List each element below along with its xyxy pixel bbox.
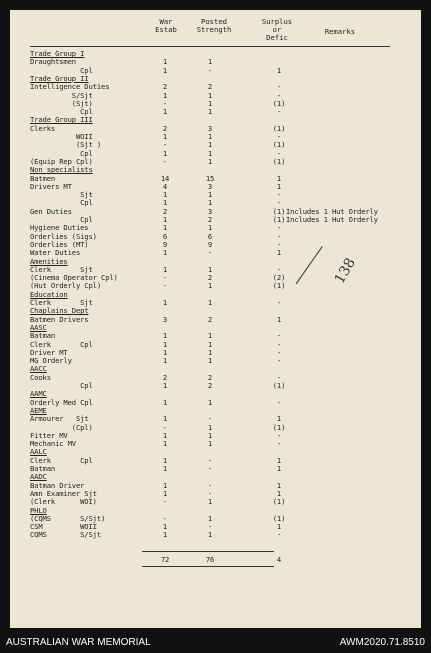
cell-surplus: -: [276, 298, 282, 307]
row-label: Batman: [30, 331, 56, 341]
cell-surplus: -: [276, 223, 282, 233]
cell-war-estab: -: [162, 273, 168, 283]
cell-surplus: (1): [272, 513, 286, 523]
cell-posted-strength: 2: [207, 82, 213, 92]
cell-posted-strength: 3: [207, 123, 213, 133]
cell-posted-strength: 1: [207, 264, 213, 274]
section-heading: Trade Group III: [30, 115, 93, 125]
section-heading: AEME: [30, 405, 47, 415]
cell-surplus: 1: [276, 65, 282, 75]
row-label: Cpl: [30, 148, 93, 158]
cell-war-estab: 2: [162, 123, 168, 133]
cell-war-estab: 1: [162, 397, 168, 407]
document-page: [10, 10, 421, 628]
cell-war-estab: -: [162, 422, 168, 432]
totals-top-rule: [142, 551, 274, 552]
row-label: Batmen Drivers: [30, 314, 89, 324]
cell-war-estab: 1: [162, 430, 168, 440]
cell-posted-strength: 1: [207, 107, 213, 117]
cell-war-estab: 1: [162, 455, 168, 465]
cell-posted-strength: 1: [207, 223, 213, 233]
cell-surplus: -: [276, 239, 282, 249]
row-label: Intelligence Duties: [30, 82, 110, 92]
header-remarks: Remarks: [324, 27, 356, 36]
cell-surplus: -: [276, 331, 282, 341]
cell-war-estab: -: [162, 156, 168, 166]
row-label: WOII: [30, 132, 93, 141]
row-label: (Clerk WOI): [30, 497, 97, 507]
header-posted-strength: Posted Strength: [196, 17, 232, 34]
cell-posted-strength: 1: [207, 530, 213, 540]
section-heading: Education: [30, 289, 68, 299]
cell-remarks: Includes 1 Hut Orderly: [286, 215, 378, 224]
cell-war-estab: 1: [162, 57, 168, 67]
cell-posted-strength: 1: [207, 356, 213, 366]
row-label: Drivers MT: [30, 181, 72, 191]
cell-surplus: -: [276, 190, 282, 200]
row-label: Fitter MV: [30, 430, 68, 440]
row-label: Cpl: [30, 65, 93, 75]
cell-posted-strength: 1: [207, 339, 213, 349]
total-war-estab: 72: [160, 555, 170, 564]
row-label: Amn Examiner Sjt: [30, 488, 97, 498]
cell-posted-strength: 3: [207, 181, 213, 191]
cell-posted-strength: -: [207, 455, 213, 465]
cell-war-estab: 1: [162, 339, 168, 349]
row-label: Clerk Cpl: [30, 455, 93, 465]
section-heading: AASC: [30, 322, 47, 332]
cell-surplus: -: [276, 132, 282, 141]
cell-surplus: -: [276, 107, 282, 117]
cell-war-estab: 1: [162, 356, 168, 366]
row-label: CSM WOII: [30, 522, 97, 532]
row-label: Cpl: [30, 198, 93, 208]
cell-surplus: (1): [272, 381, 286, 390]
row-label: (Equip Rep Cpl): [30, 156, 93, 166]
row-label: Hygiene Duties: [30, 223, 89, 233]
cell-surplus: -: [276, 530, 282, 540]
cell-posted-strength: -: [207, 480, 213, 490]
cell-posted-strength: 3: [207, 206, 213, 216]
cell-posted-strength: 1: [207, 148, 213, 158]
cell-posted-strength: 1: [207, 298, 213, 307]
section-heading: Amenities: [30, 256, 68, 266]
cell-surplus: 1: [276, 181, 282, 191]
handwritten-slash: [296, 246, 323, 284]
cell-posted-strength: 1: [207, 198, 213, 208]
footer-right: AWM2020.71.8510: [339, 637, 425, 648]
total-surplus: 4: [276, 555, 282, 564]
cell-war-estab: 3: [162, 314, 168, 324]
cell-surplus: 1: [276, 248, 282, 258]
cell-surplus: -: [276, 264, 282, 274]
row-label: Draughtsmen: [30, 57, 76, 67]
cell-war-estab: -: [162, 98, 168, 108]
cell-posted-strength: -: [207, 65, 213, 75]
totals-bottom-rule: [142, 566, 274, 567]
cell-surplus: 1: [276, 480, 282, 490]
row-label: Cpl: [30, 381, 93, 390]
cell-war-estab: 4: [162, 181, 168, 191]
section-heading: PHLO: [30, 505, 47, 515]
cell-war-estab: 1: [162, 148, 168, 158]
cell-posted-strength: 1: [207, 430, 213, 440]
row-label: (Cpl): [30, 422, 93, 432]
row-label: Clerks: [30, 123, 56, 133]
cell-posted-strength: 1: [207, 439, 213, 449]
cell-war-estab: 9: [162, 239, 168, 249]
cell-war-estab: 14: [160, 173, 170, 183]
cell-posted-strength: 1: [207, 281, 213, 291]
cell-war-estab: 1: [162, 439, 168, 449]
row-label: Cpl: [30, 215, 93, 224]
row-label: Orderlies (Sigs): [30, 231, 97, 241]
cell-surplus: 1: [276, 173, 282, 183]
cell-surplus: -: [276, 231, 282, 241]
row-label: (Sjt ): [30, 140, 102, 150]
cell-posted-strength: -: [207, 464, 213, 473]
row-label: Orderly Med Cpl: [30, 397, 93, 407]
cell-posted-strength: 1: [207, 140, 213, 150]
cell-war-estab: 6: [162, 231, 168, 241]
row-label: CQMS S/Sjt: [30, 530, 102, 540]
handwritten-annotation: 138: [331, 255, 359, 287]
row-label: Batman: [30, 464, 56, 473]
cell-war-estab: 2: [162, 206, 168, 216]
cell-surplus: -: [276, 90, 282, 100]
cell-surplus: (1): [272, 215, 286, 224]
cell-surplus: 1: [276, 455, 282, 465]
cell-posted-strength: 1: [207, 57, 213, 67]
row-label: Armourer Sjt: [30, 414, 89, 424]
total-posted-strength: 76: [205, 555, 215, 564]
header-rule: [30, 46, 390, 47]
cell-surplus: -: [276, 430, 282, 440]
cell-surplus: (1): [272, 140, 286, 150]
row-label: Driver MT: [30, 347, 68, 357]
section-heading: AADC: [30, 472, 47, 482]
cell-posted-strength: -: [207, 488, 213, 498]
row-label: (Sjt): [30, 98, 93, 108]
cell-war-estab: 1: [162, 298, 168, 307]
cell-war-estab: 1: [162, 198, 168, 208]
cell-surplus: (1): [272, 497, 286, 507]
cell-war-estab: -: [162, 140, 168, 150]
cell-posted-strength: 1: [207, 347, 213, 357]
cell-surplus: (1): [272, 156, 286, 166]
section-heading: Trade Group II: [30, 73, 89, 83]
section-heading: Non specialists: [30, 165, 93, 175]
cell-surplus: (1): [272, 206, 286, 216]
cell-war-estab: 1: [162, 480, 168, 490]
footer-left: AUSTRALIAN WAR MEMORIAL: [6, 637, 151, 648]
header-war-estab: War Estab: [155, 17, 177, 34]
section-heading: Chaplains Dept: [30, 306, 89, 316]
cell-posted-strength: 2: [207, 372, 213, 382]
section-heading: AAMC: [30, 389, 47, 399]
cell-war-estab: 1: [162, 381, 168, 390]
cell-surplus: -: [276, 439, 282, 449]
cell-surplus: 1: [276, 414, 282, 424]
cell-posted-strength: 9: [207, 239, 213, 249]
cell-war-estab: 1: [162, 215, 168, 224]
cell-posted-strength: 1: [207, 90, 213, 100]
cell-war-estab: 1: [162, 190, 168, 200]
cell-war-estab: 1: [162, 347, 168, 357]
cell-war-estab: 1: [162, 264, 168, 274]
cell-posted-strength: 6: [207, 231, 213, 241]
cell-war-estab: 2: [162, 372, 168, 382]
cell-posted-strength: -: [207, 414, 213, 424]
cell-surplus: 1: [276, 488, 282, 498]
cell-posted-strength: 1: [207, 132, 213, 141]
cell-surplus: -: [276, 148, 282, 158]
row-label: S/Sjt: [30, 90, 93, 100]
cell-war-estab: 1: [162, 530, 168, 540]
footer-bar: [0, 630, 431, 653]
cell-posted-strength: 1: [207, 190, 213, 200]
cell-war-estab: 1: [162, 132, 168, 141]
cell-war-estab: 1: [162, 488, 168, 498]
cell-surplus: (1): [272, 123, 286, 133]
cell-posted-strength: 1: [207, 513, 213, 523]
cell-war-estab: -: [162, 497, 168, 507]
section-heading: Trade Group I: [30, 49, 85, 58]
cell-war-estab: -: [162, 513, 168, 523]
row-label: Mechanic MV: [30, 439, 76, 449]
row-label: Clerk Cpl: [30, 339, 93, 349]
row-label: Batman Driver: [30, 480, 85, 490]
cell-surplus: (2): [272, 273, 286, 283]
row-label: Cpl: [30, 107, 93, 117]
cell-posted-strength: 1: [207, 331, 213, 341]
cell-posted-strength: -: [207, 522, 213, 532]
cell-posted-strength: 15: [205, 173, 215, 183]
cell-surplus: -: [276, 372, 282, 382]
cell-remarks: Includes 1 Hut Orderly: [286, 206, 378, 216]
row-label: (Hut Orderly Cpl): [30, 281, 102, 291]
cell-war-estab: -: [162, 281, 168, 291]
cell-posted-strength: 1: [207, 156, 213, 166]
cell-posted-strength: 1: [207, 497, 213, 507]
cell-surplus: -: [276, 347, 282, 357]
cell-surplus: 1: [276, 522, 282, 532]
cell-surplus: (1): [272, 422, 286, 432]
cell-surplus: -: [276, 356, 282, 366]
cell-war-estab: 1: [162, 248, 168, 258]
row-label: MG Orderly: [30, 356, 72, 366]
cell-surplus: -: [276, 82, 282, 92]
cell-war-estab: 1: [162, 65, 168, 75]
cell-surplus: (1): [272, 98, 286, 108]
row-label: Cooks: [30, 372, 51, 382]
cell-surplus: 1: [276, 314, 282, 324]
cell-posted-strength: -: [207, 248, 213, 258]
row-label: Clerk Sjt: [30, 264, 93, 274]
header-surplus-defic: Surplus or Defic: [261, 17, 293, 42]
cell-surplus: -: [276, 198, 282, 208]
row-label: Clerk Sjt: [30, 298, 93, 307]
cell-war-estab: 1: [162, 464, 168, 473]
cell-posted-strength: 1: [207, 98, 213, 108]
cell-war-estab: 1: [162, 522, 168, 532]
cell-surplus: (1): [272, 281, 286, 291]
cell-posted-strength: 2: [207, 273, 213, 283]
cell-posted-strength: 2: [207, 381, 213, 390]
cell-surplus: -: [276, 339, 282, 349]
cell-surplus: -: [276, 397, 282, 407]
section-heading: AALC: [30, 447, 47, 457]
row-label: Batmen: [30, 173, 56, 183]
cell-war-estab: 1: [162, 414, 168, 424]
row-label: (Cinema Operator Cpl): [30, 273, 118, 283]
cell-posted-strength: 1: [207, 422, 213, 432]
row-label: Orderlies (MT): [30, 239, 89, 249]
cell-posted-strength: 2: [207, 314, 213, 324]
cell-war-estab: 1: [162, 331, 168, 341]
cell-war-estab: 1: [162, 90, 168, 100]
row-label: Sjt: [30, 190, 93, 200]
cell-surplus: 1: [276, 464, 282, 473]
cell-posted-strength: 2: [207, 215, 213, 224]
cell-posted-strength: 1: [207, 397, 213, 407]
row-label: Gen Duties: [30, 206, 72, 216]
section-heading: AACC: [30, 364, 47, 374]
row-label: (CQMS S/Sjt): [30, 513, 106, 523]
row-label: Water Duties: [30, 248, 81, 258]
cell-war-estab: 2: [162, 82, 168, 92]
cell-war-estab: 1: [162, 223, 168, 233]
cell-war-estab: 1: [162, 107, 168, 117]
